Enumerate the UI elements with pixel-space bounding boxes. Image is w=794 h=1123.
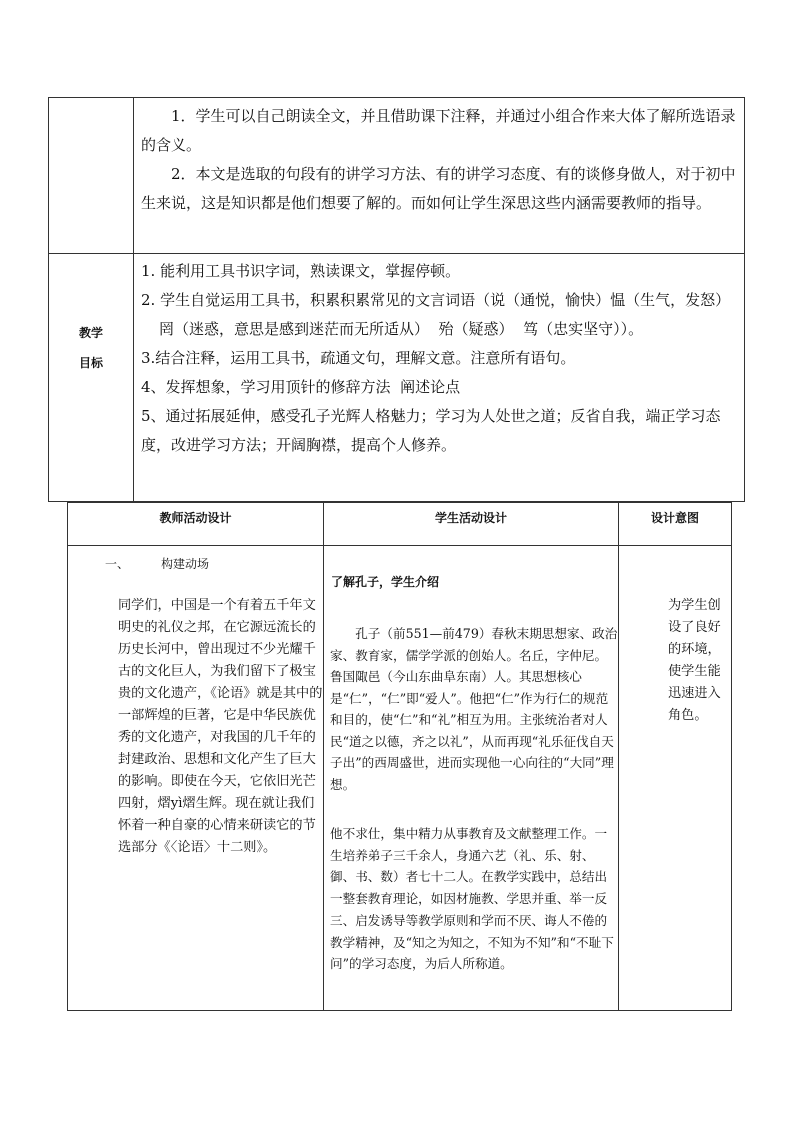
objectives-table — [48, 97, 745, 502]
goal-item: 3.结合注释，运用工具书，疏通文句，理解文意。注意所有语句。 — [141, 349, 576, 367]
student-paragraph-1: 孔子（前551—前479）春秋末期思想家、政治家、教育家，儒学学派的创始人。名丘，字仲尼。鲁国陬邑（今山东曲阜东南）人。其思想核心是“仁”，“仁”即“爱人”。他把“仁”作为行仁的规范和目的，使“仁”和“礼”相互为用。主张统治者对人民“道之以德，齐之以礼”，从而再现“礼乐征伐自天子出”的西周盛世，进而实现他一心向往的“大同”理想。 — [330, 626, 618, 792]
teacher-activity-text: 同学们，中国是一个有着五千年文明史的礼仪之邦，在它源远流长的历史长河中，曾出现过不少光耀千古的文化巨人，为我们留下了极宝贵的文化遗产，《论语》就是其中的一部辉煌的巨著，它是中华民族优秀的文化遗产，对我国的几千年的封建政治、思想和文化产生了巨大的影响。即使在今天，它依旧光芒四射，熠yì熠生辉。现在就让我们怀着一种自豪的心情来研读它的节选部分《〈论语〉十二则》。 — [118, 598, 323, 855]
intro-paragraph-1: 1．学生可以自己朗读全文，并且借助课下注释，并通过小组合作来大体了解所选语录的含义。 — [141, 107, 736, 154]
activity-table — [67, 502, 732, 1011]
goals-label-line1: 教学 — [78, 326, 103, 340]
student-paragraph-2: 他不求仕，集中精力从事教育及文献整理工作。一生培养弟子三千余人，身通六艺（礼、乐、射、御、书、数）者七十二人。在教学实践中，总结出一整套教育理论，如因材施教、学思并重、举一反三、启发诱导等教学原则和学而不厌、诲人不倦的教学精神，及“知之为知之，不知为不知”和“不耻下问”的学习态度，为后人所称道。 — [330, 826, 614, 972]
column-divider — [618, 503, 619, 1010]
goals-cell — [141, 257, 739, 460]
design-intent-text: 为学生创设了良好的环境，使学生能迅速进入角色。 — [668, 598, 721, 723]
header-teacher: 教师活动设计 — [159, 511, 232, 525]
goal-item: 4、发挥想象，学习用顶针的修辞方法 阐述论点 — [141, 378, 461, 396]
column-divider — [133, 98, 134, 501]
header-student: 学生活动设计 — [434, 511, 507, 525]
goal-item: 1. 能利用工具书识字词，熟读课文，掌握停顿。 — [141, 262, 461, 280]
intro-paragraph-2: 2．本文是选取的句段有的讲学习方法、有的讲学习态度、有的谈修身做人，对于初中生来说，这是知识都是他们想要了解的。而如何让学生深思这些内涵需要教师的指导。 — [141, 165, 736, 212]
section-title: 构建动场 — [161, 557, 210, 571]
row-divider — [49, 253, 744, 254]
header-intent: 设计意图 — [650, 511, 699, 525]
section-heading — [105, 555, 209, 572]
goals-label-line2: 目标 — [78, 356, 103, 370]
student-activity-title: 了解孔子，学生介绍 — [331, 575, 440, 589]
header-divider — [68, 545, 731, 546]
goal-item: 5、通过拓展延伸，感受孔子光辉人格魅力；学习为人处世之道；反省自我，端正学习态度，改进学习方法；开阔胸襟，提高个人修养。 — [141, 407, 721, 454]
goal-item: 2. 学生自觉运用工具书，积累积累常见的文言词语（说（通悦，愉快）愠（生气，发怒）罔（迷惑，意思是感到迷茫而无所适从） 殆（疑惑） 笃（忠实坚守））。 — [141, 291, 731, 338]
section-number: 一、 — [105, 557, 130, 571]
intro-cell — [141, 102, 739, 218]
